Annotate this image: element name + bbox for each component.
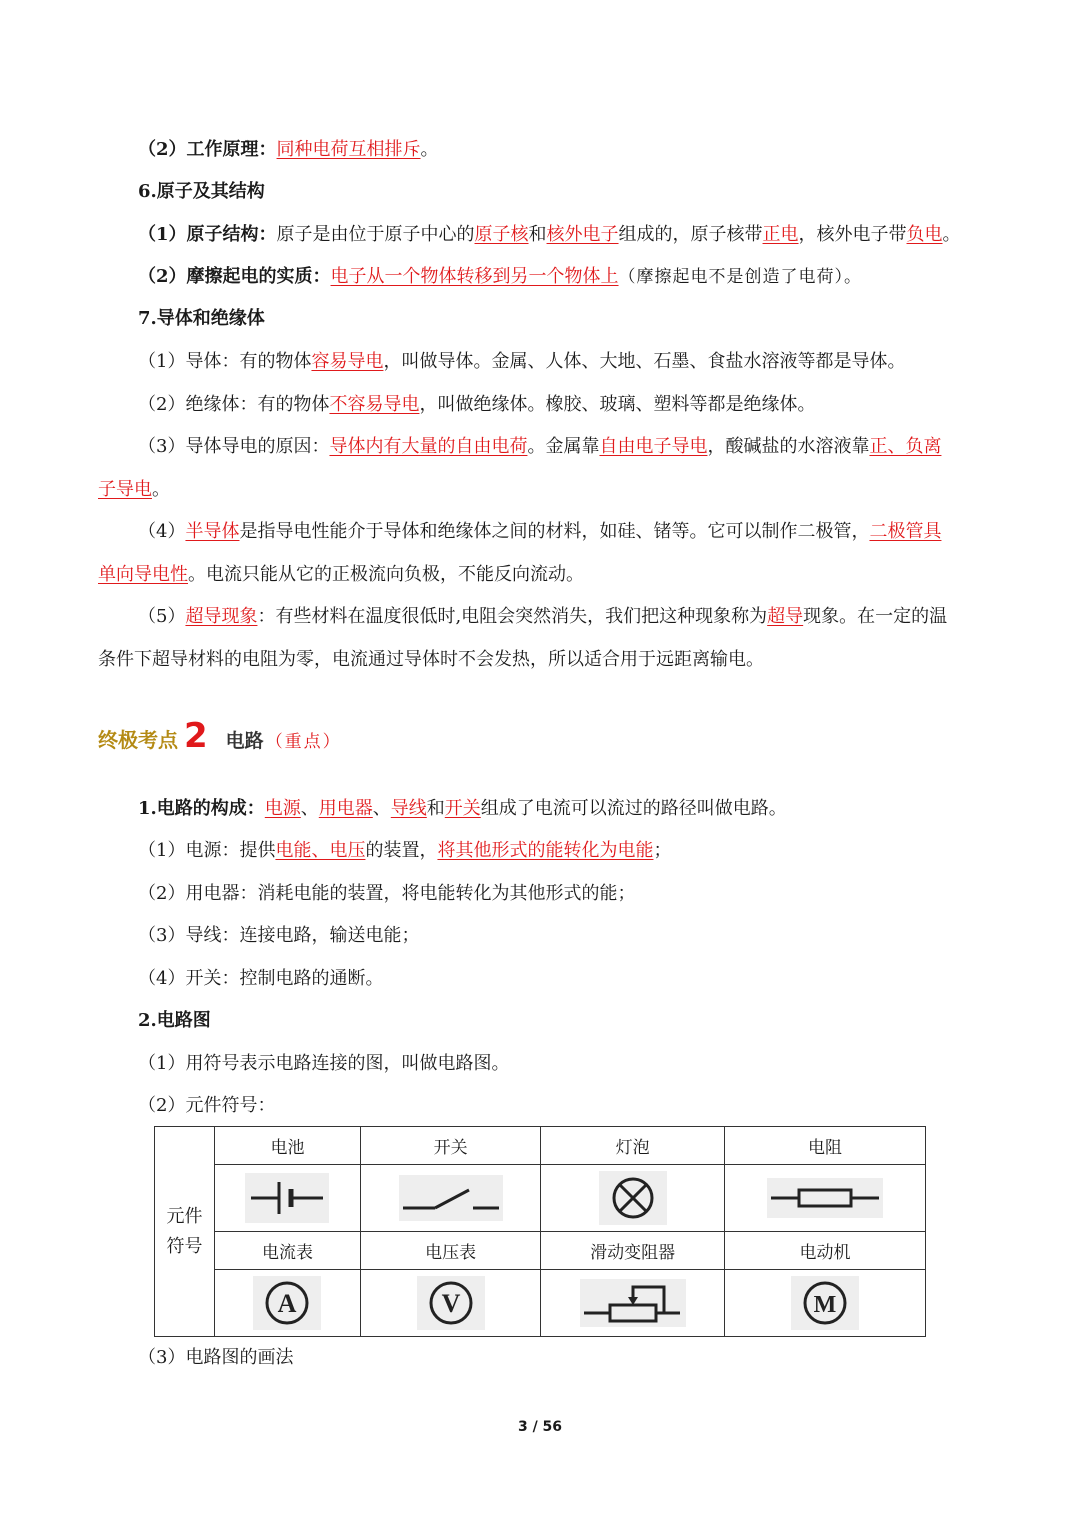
header-ammeter: 电流表: [215, 1232, 361, 1270]
answer: 用电器: [318, 798, 373, 819]
answer: 导线: [390, 798, 427, 819]
label: （2）摩擦起电的实质：: [138, 266, 331, 287]
line-switch: （4）开关：控制电路的通断。: [138, 968, 384, 989]
line-component-symbols: （2）元件符号：: [138, 1095, 276, 1116]
label: （1）原子结构：: [138, 224, 277, 245]
answer: 将其他形式的能转化为电能: [437, 840, 654, 861]
text: ；: [653, 840, 672, 861]
rheostat-symbol-icon: [580, 1279, 686, 1327]
text: 。金属靠: [527, 436, 600, 457]
text: 组成了电流可以流过的路径叫做电路。: [480, 798, 787, 819]
text: 。电流只能从它的正极流向负极，不能反向流动。: [188, 564, 584, 585]
answer: 正电: [762, 224, 799, 245]
text: （4）: [138, 521, 186, 542]
symbol-cell-lamp: [541, 1165, 725, 1232]
text: ，核外电子带: [798, 224, 907, 245]
motor-symbol-icon: [791, 1276, 859, 1330]
section-number: 2: [184, 716, 208, 756]
answer: 子导电: [98, 479, 152, 500]
text: （3）导体导电的原因：: [138, 436, 330, 457]
component-symbol-table: [154, 1126, 926, 1337]
answer: 导体内有大量的自由电荷: [329, 436, 528, 457]
page-number: 3 / 56: [517, 1419, 563, 1435]
heading-circuit-diagram: 2.电路图: [138, 1010, 211, 1031]
switch-symbol-icon: [399, 1175, 503, 1221]
text: 组成的，原子核带: [618, 224, 763, 245]
row-label-line1: 元件: [166, 1205, 203, 1227]
symbol-cell-ammeter: [215, 1270, 361, 1337]
header-rheostat: 滑动变阻器: [541, 1232, 725, 1270]
row-label-line2: 符号: [166, 1235, 203, 1257]
text: ，酸碱盐的水溶液靠: [707, 436, 870, 457]
answer: 容易导电: [311, 351, 384, 372]
heading-atom-structure: 6.原子及其结构: [138, 181, 265, 202]
answer: 电源: [264, 798, 301, 819]
answer: 正、负离: [869, 436, 942, 457]
text: 和: [426, 798, 445, 819]
symbol-cell-resistor: [725, 1165, 926, 1232]
answer: 电能、电压: [275, 840, 366, 861]
answer: 二极管具: [869, 521, 942, 542]
text: 、: [300, 798, 319, 819]
text: ，叫做绝缘体。橡胶、玻璃、塑料等都是绝缘体。: [419, 394, 816, 415]
section-heading: [98, 716, 342, 760]
resistor-symbol-icon: [767, 1178, 883, 1218]
text: 和: [528, 224, 547, 245]
line-superconductor: [138, 605, 947, 629]
line-insulator: [138, 393, 815, 417]
text: 的装置，: [365, 840, 438, 861]
line-conduction-reason-cont: [98, 478, 170, 502]
header-voltmeter: 电压表: [360, 1232, 540, 1270]
section-title: 电路: [225, 730, 264, 752]
ammeter-symbol-icon: [253, 1276, 321, 1330]
text: 。: [942, 224, 961, 245]
line-conductor: [138, 350, 905, 374]
voltmeter-symbol-icon: [417, 1276, 485, 1330]
header-resistor: 电阻: [725, 1127, 926, 1165]
label: 1.电路的构成：: [138, 798, 265, 819]
row-label: [155, 1127, 215, 1337]
text: （5）: [138, 606, 186, 627]
line-appliance: （2）用电器：消耗电能的装置，将电能转化为其他形式的能；: [138, 883, 636, 904]
symbol-cell-battery: [215, 1165, 361, 1232]
line-friction-charging: [138, 265, 862, 289]
answer: 核外电子: [546, 224, 619, 245]
section-label: 终极考点: [98, 728, 178, 752]
line-conduction-reason: [138, 435, 941, 459]
text: 。: [152, 479, 170, 500]
line-power-source: [138, 839, 671, 863]
answer: 同种电荷互相排斥: [276, 139, 421, 160]
answer: 原子核: [474, 224, 529, 245]
answer: 半导体: [185, 521, 240, 542]
ammeter-letter: A: [278, 1289, 297, 1318]
text: ，叫做导体。金属、人体、大地、石墨、食盐水溶液等都是导体。: [383, 351, 906, 372]
line-working-principle: [138, 138, 439, 162]
line-diagram-definition: （1）用符号表示电路连接的图，叫做电路图。: [138, 1053, 510, 1074]
answer: 负电: [906, 224, 943, 245]
text: 、: [372, 798, 391, 819]
symbol-cell-rheostat: [541, 1270, 725, 1337]
line-drawing-method: （3）电路图的画法: [138, 1347, 294, 1368]
text: 是指导电性能介于导体和绝缘体之间的材料，如硅、锗等。它可以制作二极管，: [239, 521, 870, 542]
text: （1）导体：有的物体: [138, 351, 312, 372]
label: （2）工作原理：: [138, 139, 277, 160]
motor-letter: M: [813, 1292, 837, 1318]
symbol-cell-switch: [360, 1165, 540, 1232]
line-semiconductor: [138, 520, 941, 544]
voltmeter-letter: V: [441, 1289, 461, 1318]
section-tag: （重点）: [265, 732, 342, 752]
line-wire: （3）导线：连接电路，输送电能；: [138, 925, 420, 946]
symbol-cell-motor: [725, 1270, 926, 1337]
text: 。: [420, 139, 439, 160]
answer: 开关: [444, 798, 481, 819]
header-lamp: 灯泡: [541, 1127, 725, 1165]
line-circuit-composition: [138, 797, 787, 821]
header-switch: 开关: [360, 1127, 540, 1165]
heading-conductors: 7.导体和绝缘体: [138, 308, 265, 329]
line-superconductor-cont: 条件下超导材料的电阻为零，电流通过导体时不会发热，所以适合用于远距离输电。: [98, 649, 764, 670]
answer: 自由电子导电: [599, 436, 708, 457]
note: （摩擦起电不是创造了电荷）。: [618, 267, 863, 287]
text: 现象。在一定的温: [803, 606, 948, 627]
answer: 超导现象: [185, 606, 258, 627]
answer: 单向导电性: [98, 564, 188, 585]
text: （1）电源：提供: [138, 840, 276, 861]
header-motor: 电动机: [725, 1232, 926, 1270]
header-battery: 电池: [215, 1127, 361, 1165]
text: 原子是由位于原子中心的: [276, 224, 475, 245]
answer: 不容易导电: [329, 394, 420, 415]
answer: 超导: [767, 606, 804, 627]
line-semiconductor-cont: [98, 563, 584, 587]
answer: 电子从一个物体转移到另一个物体上: [330, 266, 619, 287]
line-atom-structure: [138, 223, 961, 247]
symbol-cell-voltmeter: [360, 1270, 540, 1337]
battery-symbol-icon: [245, 1173, 329, 1223]
lamp-symbol-icon: [599, 1171, 667, 1225]
text: （2）绝缘体：有的物体: [138, 394, 330, 415]
text: ：有些材料在温度很低时,电阻会突然消失，我们把这种现象称为: [257, 606, 768, 627]
